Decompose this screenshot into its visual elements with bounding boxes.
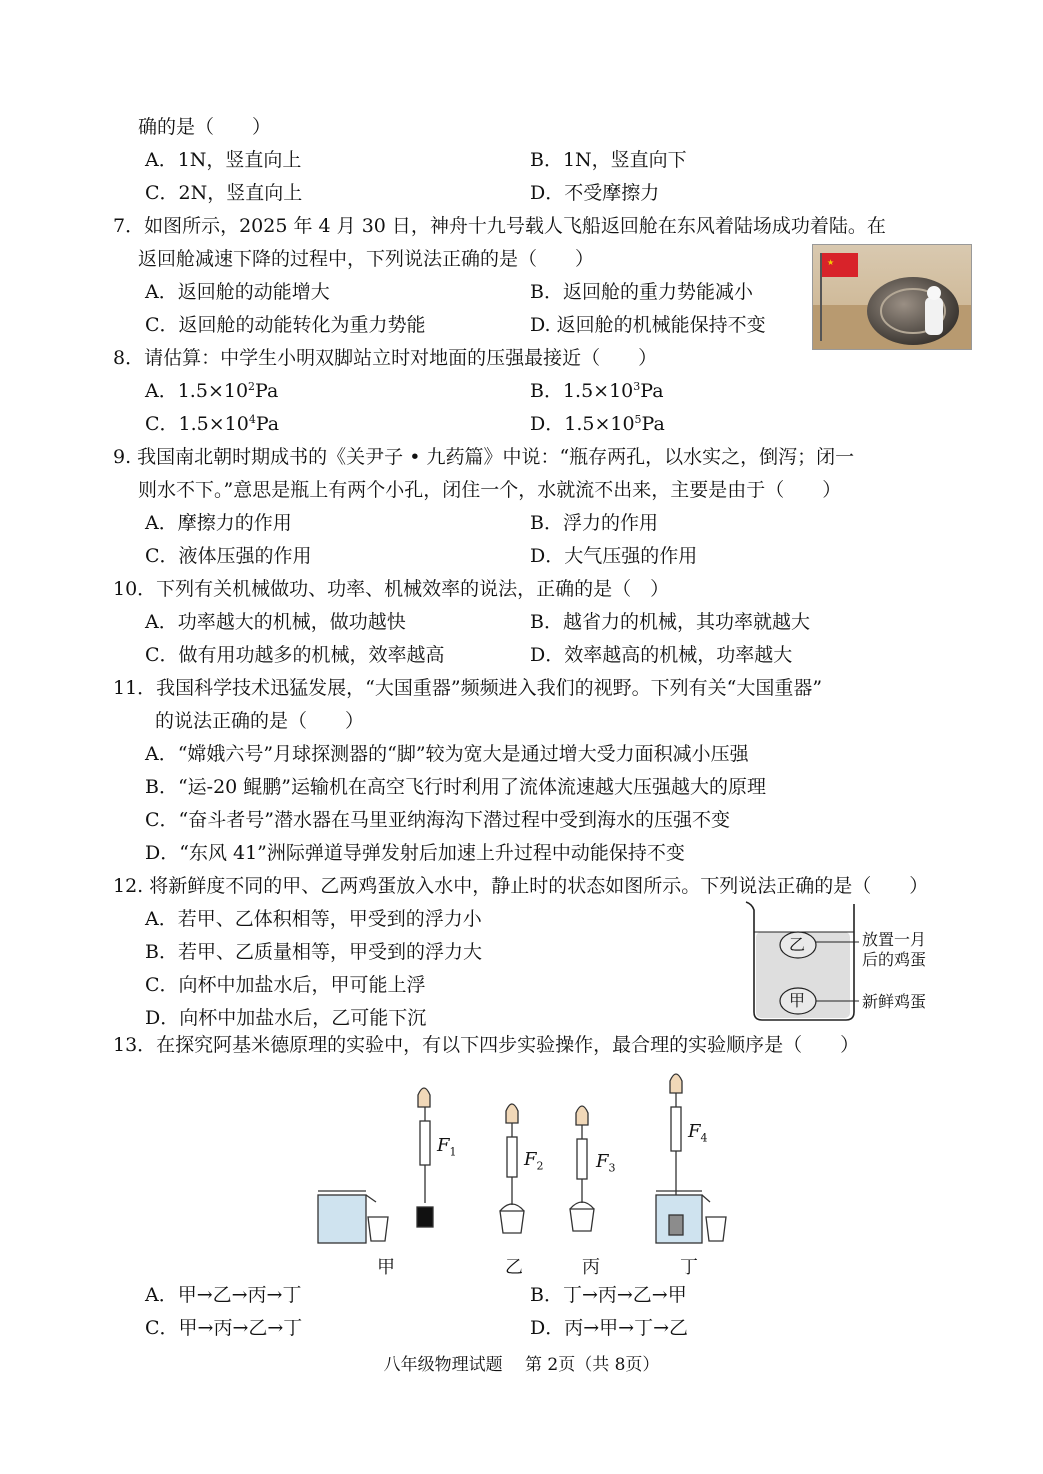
force-f2-label: $F_2$ bbox=[524, 1149, 544, 1173]
q7-option-a[interactable]: A．返回舱的动能增大 bbox=[145, 281, 330, 303]
q9-stem-line1: 9. 我国南北朝时期成书的《关尹子 • 九药篇》中说：“瓶存两孔，以水实之，倒泻；闭一 bbox=[113, 446, 855, 468]
q12-stem: 12. 将新鲜度不同的甲、乙两鸡蛋放入水中，静止时的状态如图所示。下列说法正确的是（ ） bbox=[113, 875, 929, 897]
egg-yi-label: 乙 bbox=[789, 935, 806, 954]
q11-option-b[interactable]: B．“运-20 鲲鹏”运输机在高空飞行时利用了流体流速越大压强越大的原理 bbox=[145, 776, 767, 798]
q12-option-a[interactable]: A．若甲、乙体积相等，甲受到的浮力小 bbox=[145, 908, 482, 930]
step-jia-label: 甲 bbox=[377, 1257, 395, 1278]
q13-option-a[interactable]: A．甲→乙→丙→丁 bbox=[145, 1284, 302, 1306]
q12-option-c[interactable]: C．向杯中加盐水后，甲可能上浮 bbox=[145, 974, 426, 996]
q7-stem-line1: 7．如图所示，2025 年 4 月 30 日，神舟十九号载人飞船返回舱在东风着陆场成功着陆。在 bbox=[113, 215, 886, 237]
q6-option-a[interactable]: A．1N，竖直向上 bbox=[145, 149, 302, 171]
step-bing-label: 丙 bbox=[582, 1257, 600, 1278]
q8-option-a[interactable]: A．$1.5\times 10^2Pa$ bbox=[145, 380, 279, 402]
q11-option-d[interactable]: D．“东风 41”洲际弹道导弹发射后加速上升过程中动能保持不变 bbox=[145, 842, 685, 864]
q10-option-d[interactable]: D．效率越高的机械，功率越大 bbox=[530, 644, 793, 666]
archimedes-experiment-figure bbox=[300, 1065, 750, 1280]
q11-stem-line1: 11．我国科学技术迅猛发展，“大国重器”频频进入我们的视野。下列有关“大国重器” bbox=[113, 677, 823, 699]
q10-option-a[interactable]: A．功率越大的机械，做功越快 bbox=[145, 611, 406, 633]
force-f1-label: $F_1$ bbox=[437, 1135, 457, 1159]
q12-option-d[interactable]: D．向杯中加盐水后，乙可能下沉 bbox=[145, 1007, 427, 1029]
step-ding-label: 丁 bbox=[680, 1257, 698, 1278]
step-yi-label: 乙 bbox=[505, 1257, 523, 1278]
q8-stem: 8．请估算：中学生小明双脚站立时对地面的压强最接近（ ） bbox=[113, 347, 658, 369]
q7-stem-line2: 返回舱减速下降的过程中，下列说法正确的是（ ） bbox=[138, 248, 595, 270]
page-footer: 八年级物理试题 第 2页（共 8页） bbox=[383, 1355, 660, 1375]
q9-option-d[interactable]: D．大气压强的作用 bbox=[530, 545, 698, 567]
q12-option-b[interactable]: B．若甲、乙质量相等，甲受到的浮力大 bbox=[145, 941, 482, 963]
q8-option-c[interactable]: C．$1.5\times 10^4Pa$ bbox=[145, 413, 280, 435]
q6-option-d[interactable]: D．不受摩擦力 bbox=[530, 182, 660, 204]
egg-jia-label: 甲 bbox=[789, 991, 806, 1010]
egg-beaker-figure bbox=[742, 900, 942, 1022]
q9-option-a[interactable]: A．摩擦力的作用 bbox=[145, 512, 292, 534]
q11-option-a[interactable]: A．“嫦娥六号”月球探测器的“脚”较为宽大是通过增大受力面积减小压强 bbox=[145, 743, 749, 765]
q11-stem-line2: 的说法正确的是（ ） bbox=[155, 710, 365, 732]
q8-option-d[interactable]: D．$1.5\times 10^5Pa$ bbox=[530, 413, 665, 435]
q10-option-b[interactable]: B．越省力的机械，其功率就越大 bbox=[530, 611, 810, 633]
q11-option-c[interactable]: C．“奋斗者号”潜水器在马里亚纳海沟下潜过程中受到海水的压强不变 bbox=[145, 809, 730, 831]
q7-option-d[interactable]: D. 返回舱的机械能保持不变 bbox=[530, 314, 766, 336]
force-f3-label: $F_3$ bbox=[596, 1151, 616, 1175]
q6-option-b[interactable]: B．1N，竖直向下 bbox=[530, 149, 687, 171]
q9-option-b[interactable]: B．浮力的作用 bbox=[530, 512, 658, 534]
fresh-egg-label: 新鲜鸡蛋 bbox=[862, 992, 927, 1011]
q9-option-c[interactable]: C．液体压强的作用 bbox=[145, 545, 312, 567]
q13-option-b[interactable]: B．丁→丙→乙→甲 bbox=[530, 1284, 687, 1306]
q9-stem-line2: 则水不下。”意思是瓶上有两个小孔，闭住一个，水就流不出来，主要是由于（ ） bbox=[138, 479, 842, 501]
q7-option-c[interactable]: C．返回舱的动能转化为重力势能 bbox=[145, 314, 426, 336]
svg-text:★: ★ bbox=[827, 258, 835, 267]
old-egg-label-2: 后的鸡蛋 bbox=[862, 950, 927, 969]
q13-option-c[interactable]: C．甲→丙→乙→丁 bbox=[145, 1317, 303, 1339]
q6-option-c[interactable]: C．2N，竖直向上 bbox=[145, 182, 303, 204]
q13-option-d[interactable]: D．丙→甲→丁→乙 bbox=[530, 1317, 688, 1339]
q13-stem: 13．在探究阿基米德原理的实验中，有以下四步实验操作，最合理的实验顺序是（ ） bbox=[113, 1034, 860, 1056]
return-capsule-photo bbox=[812, 244, 972, 350]
force-f4-label: $F_4$ bbox=[688, 1121, 708, 1145]
q10-stem: 10．下列有关机械做功、功率、机械效率的说法，正确的是（ ） bbox=[113, 578, 670, 600]
q6-stem-cont: 确的是（ ） bbox=[138, 116, 272, 138]
q8-option-b[interactable]: B．$1.5\times 10^3Pa$ bbox=[530, 380, 664, 402]
old-egg-label-1: 放置一月 bbox=[862, 930, 927, 949]
q10-option-c[interactable]: C．做有用功越多的机械，效率越高 bbox=[145, 644, 445, 666]
q7-option-b[interactable]: B．返回舱的重力势能减小 bbox=[530, 281, 753, 303]
